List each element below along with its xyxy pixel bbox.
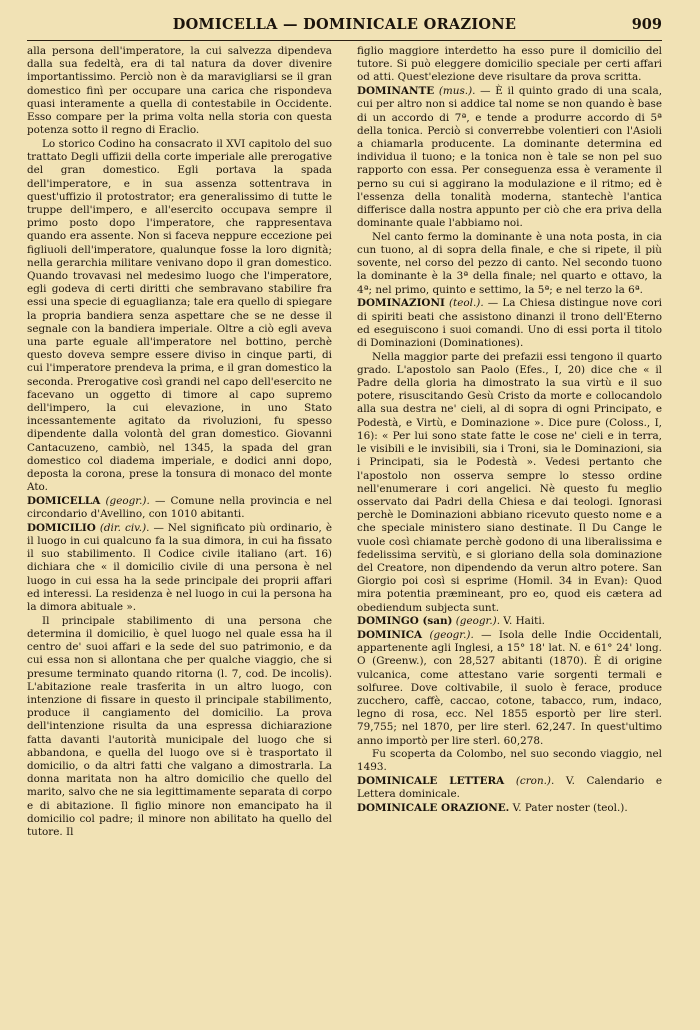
- dictionary-entry: [357, 629, 662, 748]
- dictionary-entry: [357, 615, 662, 628]
- page-number: 909: [631, 16, 662, 33]
- dictionary-entry: [357, 85, 662, 230]
- paragraph: Nella maggior parte dei prefazii essi tengono il quarto grado. L'apostolo san Paolo (Efes., I, 20) dice che « il Padre della gloria ha dimostrato la sua virtù e il suo potere, risuscitando Gesù Cristo da morte e collocandolo alla sua destra ne' cieli, al di sopra di ogni Principato, e Podestà, e Virtù, e Dominazione ». Dice pure (Coloss., I, 16): « Per lui sono state fatte le cose ne' cieli e in terra, le visibili e le invisibili, sia i Troni, sia le Dominazioni, sia i Principati, sia le Podestà ». Vedesi pertanto che l'apostolo non osserva sempre lo stesso ordine nell'enumerare i cori angelici. Nè questo fu meglio osservato dai Padri della Chiesa e dai teologi. Ignorasi perchè le Dominazioni abbiano ricevuto questo nome e a che speciale ministero siano destinate. Il Du Cange le vuole così chiamate perchè godono di una liberalissima e fedelissima servitù, e si gloriano della sola dominazione del Creatore, non dipendendo da verun altro potere. San Giorgio poi così si esprime (Homil. 34 in Evan): Quod mira potentia præmineant, pro eo, quod eis cætera ad obediendum subjecta sunt.: [357, 350, 662, 614]
- running-title: DOMICELLA — DOMINICALE ORAZIONE: [172, 16, 517, 33]
- entry-headword: DOMINGO (san): [357, 615, 453, 628]
- entry-category: (dir. civ.).: [99, 521, 150, 534]
- entry-category: (geogr.).: [105, 494, 150, 507]
- paragraph: Nel canto fermo la dominante è una nota posta, in cia cun tuono, al di sopra della finale, e che si ripete, il più sovente, nel corso del pezzo di canto. Nel secondo tuono la dominante è la 3ª della finale; nel quarto e ottavo, la 4ª; nel primo, quinto e settimo, la 5ª; e nel terzo la 6ª.: [357, 230, 662, 296]
- entry-category: (cron.).: [515, 775, 555, 788]
- entry-category: (teol.).: [449, 297, 484, 310]
- entry-text: — La Chiesa distingue nove cori di spiriti beati che assistono dinanzi il trono dell'Eterno ed eseguiscono i suoi comandi. Uno di essi porta il titolo di Dominazioni (Dominationes).: [357, 297, 662, 349]
- paragraph: Fu scoperta da Colombo, nel suo secondo viaggio, nel 1493.: [357, 748, 662, 774]
- entry-category: (geogr.).: [455, 615, 500, 628]
- entry-category: (mus.).: [438, 85, 476, 98]
- entry-text: — Comune nella provincia e nel circondario d'Avellino, con 1010 abitanti.: [27, 494, 332, 521]
- right-column: [357, 45, 662, 840]
- entry-text: — Isola delle Indie Occidentali, appartenente agli Inglesi, a 15° 18' lat. N. e 61° 24' long. O (Greenw.), con 28,527 abitanti (1870). È di origine vulcanica, come attestano varie sorgenti termali e solfuree. Dove coltivabile, il suolo è ferace, produce zucchero, caffè, caccao, cotone, tabacco, rum, indaco, legno di rosa, ecc. Nel 1855 esportò per lire sterl. 79,755; nel 1870, per lire sterl. 62,247. In quest'ultimo anno importò per lire sterl. 60,278.: [357, 628, 662, 747]
- entry-headword: DOMINICALE LETTERA: [357, 775, 505, 788]
- running-header: [27, 0, 662, 41]
- entry-text: — È il quinto grado di una scala, cui per altro non si addice tal nome se non quando è base di un accordo di 7ª, e tende a produrre accordo di 5ª della tonica. Perciò si converrebbe volentieri con l'Asioli a chiamarla producente. La dominante determina ed individua il tuono; e la tonica non è tale se non pel suo rapporto con essa. Per conseguenza essa è veramente il perno su cui si aggirano la modulazione e il ritmo; ed è l'essenza della tonalità moderna, stantechè l'antica differisce dalla nostra appunto per ciò che era priva della dominante quale l'abbiamo noi.: [357, 85, 662, 230]
- entry-headword: DOMINICA: [357, 628, 423, 641]
- entry-headword: DOMINICALE ORAZIONE.: [357, 802, 510, 815]
- paragraph: Il principale stabilimento di una persona che determina il domicilio, è quel luogo nel quale essa ha il centro de' suoi affari e la sede del suo patrimonio, e da cui essa non si allontana che per qualche viaggio, che si presume terminato quando ritorna (l. 7, cod. De incolis). L'abitazione reale trasferita in un altro luogo, con intenzione di fissare in questo il principale stabilimento, produce il cangiamento del domicilio. La prova dell'intenzione risulta da una espressa dichiarazione fatta davanti l'autorità municipale del luogo che si abbandona, e quella del luogo ove si è trasportato il domicilio, o da altri fatti che valgano a dimostrarla. La donna maritata non ha altro domicilio che quello del marito, salvo che ne sia legittimamente separata di corpo e di abitazione. Il figlio minore non emancipato ha il domicilio col padre; il minore non abilitato ha quello del tutore. Il: [27, 614, 332, 838]
- entry-headword: DOMINANTE: [357, 85, 435, 98]
- left-column: [27, 45, 332, 840]
- entry-headword: DOMICILIO: [27, 521, 96, 534]
- dictionary-entry: [357, 775, 662, 801]
- paragraph: figlio maggiore interdetto ha esso pure il domicilio del tutore. Si può eleggere domicilio speciale per certi affari od atti. Quest'elezione deve risultare da prova scritta.: [357, 45, 662, 84]
- entry-category: (geogr.).: [429, 628, 474, 641]
- dictionary-entry: [357, 802, 662, 815]
- entry-text: V. Calendario e Lettera dominicale.: [357, 775, 662, 801]
- entry-text: — Nel significato più ordinario, è il luogo in cui qualcuno fa la sua dimora, in cui ha fissato il suo stabilimento. Il Codice civile italiano (art. 16) dichiara che « il domicilio civile di una persona è nel luogo in cui essa ha la sede principale dei proprii affari ed interessi. La residenza è nel luogo in cui la persona ha la dimora abituale ».: [27, 521, 332, 614]
- text-columns: [27, 45, 662, 840]
- entry-text: V. Pater noster (teol.).: [512, 802, 628, 815]
- paragraph: alla persona dell'imperatore, la cui salvezza dipendeva dalla sua fedeltà, era di tal natura da dover divenire importantissimo. Perciò non è da maravigliarsi se il gran domestico finì per occupare una carica che rispondeva quasi interamente a quella di contestabile in Occidente. Esso compare per la prima volta nella storia con questa potenza sotto il regno di Eraclio.: [27, 45, 332, 137]
- dictionary-entry: [357, 297, 662, 350]
- entry-text: V. Haiti.: [500, 615, 545, 628]
- dictionary-entry: [27, 495, 332, 521]
- entry-headword: DOMICELLA: [27, 494, 101, 507]
- paragraph: Lo storico Codino ha consacrato il XVI capitolo del suo trattato Degli uffizii della corte imperiale alle prerogative del gran domestico. Egli portava la spada dell'imperatore, e in sua assenza sottentrava in quest'uffizio il protostrator; era generalissimo di tutte le truppe dell'impero, e all'esercito occupava sempre il primo posto dopo l'imperatore, che rappresentava quando era assente. Non si faceva neppure eccezione pei figliuoli dell'imperatore, qualunque fosse la loro dignità; nella gerarchia militare venivano dopo il gran domestico. Quando trovavasi nel medesimo luogo che l'imperatore, egli godeva di certi diritti che sembravano stabilire fra essi una specie di eguaglianza; tale era quello di spiegare la propria bandiera senza aspettare che se ne desse il segnale con la bandiera imperiale. Oltre a ciò egli aveva una parte eguale all'imperatore nel bottino, perchè questo doveva sempre essere diviso in cinque parti, di cui l'imperatore prendeva la prima, e il gran domestico la seconda. Prerogative così grandi nel capo dell'esercito ne facevano un oggetto di timore al capo supremo dell'impero, la cui elevazione, in uno Stato incessantemente agitato da rivoluzioni, fu spesso dipendente dalla volontà del gran domestico. Giovanni Cantacuzeno, cambiò, nel 1345, la spada del gran domestico col diadema imperiale, e dodici anni dopo, deposta la corona, prese la tonsura di monaco del monte Ato.: [27, 137, 332, 494]
- dictionary-entry: [27, 522, 332, 614]
- entry-headword: DOMINAZIONI: [357, 297, 445, 310]
